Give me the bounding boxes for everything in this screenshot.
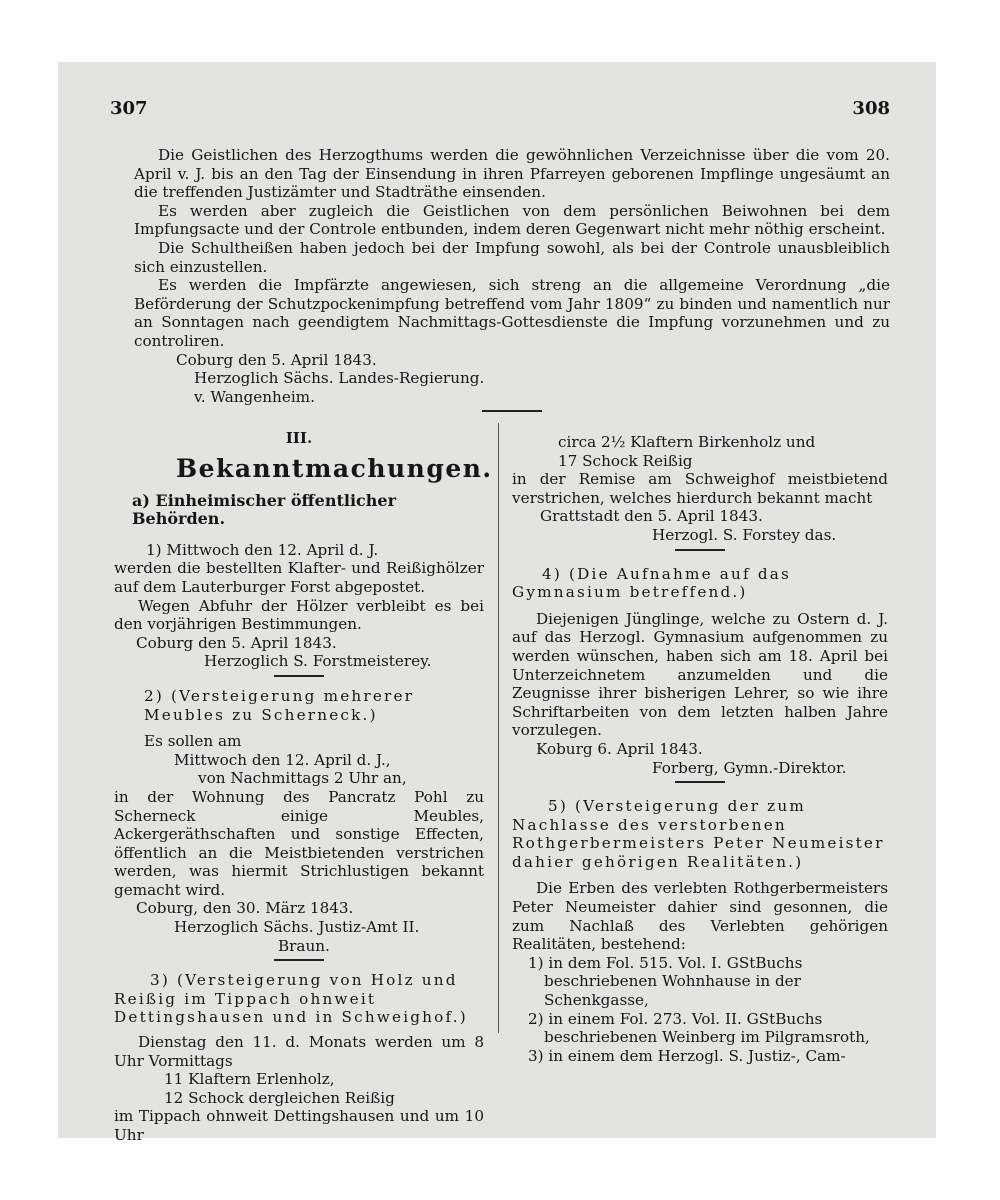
notice-signature: Herzogl. S. Forstey das. [652,525,837,544]
notice-title: 5) (Versteigerung der zum Nachlasse des verstorbenen Rothgerbermeisters Peter Neumeister dahier gehörigen Realitäten.) [512,797,885,871]
notice-date: 1) Mittwoch den 12. April d. J. [146,540,379,559]
notice-signature: Herzoglich S. Forstmeisterey. [204,652,432,671]
notice-name: Braun. [278,936,330,955]
notice-text: Diejenigen Jünglinge, welche zu Ostern d. J. auf das Herzogl. Gymnasium aufgenommen zu werden wünschen, haben sich am 18. April bei Unterzeichnetem anzumelden und die Zeugnisse ihrer bisherigen Lehrer, so wie ihre Schriftarbeiten von dem letzten halben Jahre vorzulegen. [512,609,888,740]
list-item: 12 Schock dergleichen Reißig [164,1088,395,1107]
notice-text: Es sollen am [144,732,242,751]
notice-text: Dienstag den 11. d. Monats werden um 8 Uhr Vormittags [114,1033,484,1070]
notice-title: 3) (Versteigerung von Holz und Reißig im Tippach ohnweit Dettingshausen und in Schweighof.) [114,971,468,1027]
notice-text: werden die bestellten Klafter- und Reißighölzer auf dem Lauterburger Forst abgepostet. [114,559,484,596]
list-item: 2) in einem Fol. 273. Vol. II. GStBuchs beschriebenen Weinberg im Pilgramsroth, [528,1009,870,1047]
list-item: 1) in dem Fol. 515. Vol. I. GStBuchs beschriebenen Wohnhause in der Schenkgasse, [528,953,803,1010]
left-column [114,423,493,1145]
top-section [134,146,890,416]
notice-title: 2) (Versteigerung mehrerer Meubles zu Scherneck.) [144,686,415,724]
notice-text: Wegen Abfuhr der Hölzer verbleibt es bei den vorjährigen Bestimmungen. [114,596,484,634]
divider [274,959,324,961]
list-item: 11 Klaftern Erlenholz, [164,1070,335,1089]
notice-signature: Herzoglich Sächs. Justiz-Amt II. [174,918,420,937]
paragraph: Es werden die Impfärzte angewiesen, sich streng an die allgemeine Verordnung „die Beförderung der Schutzpockenimpfung betreffend vom Jahr 1809“ zu binden und namentlich nur an Sonntagen nach geendigtem Nachmittags-Gottesdienste die Impfung vorzunehmen und zu controliren. [134,276,890,350]
notice-text: in der Remise am Schweighof meistbietend verstrichen, welches hierdurch bekannt macht [512,470,888,507]
notice-text: Mittwoch den 12. April d. J., [174,750,391,769]
notice-title: 4) (Die Aufnahme auf das Gymnasium betreffend.) [512,564,792,602]
signer: v. Wangenheim. [194,387,315,406]
subheading: a) Einheimischer öffentlicher Behörden. [132,490,397,529]
list-item: circa 2½ Klaftern Birkenholz und [558,433,816,451]
place-date: Coburg den 5. April 1843. [176,350,377,369]
page-number-left: 307 [110,98,148,119]
notice-text: im Tippach ohnweit Dettingshausen und um 10 Uhr [114,1107,484,1144]
notice-place: Coburg, den 30. März 1843. [136,899,354,918]
list-item: 3) in einem dem Herzogl. S. Justiz-, Cam- [528,1046,846,1065]
section-heading: Bekanntmachungen. [176,453,493,483]
list-item: 17 Schock Reißig [558,451,693,470]
divider [675,781,725,783]
notice-place: Koburg 6. April 1843. [536,739,703,758]
notice-text: von Nachmittags 2 Uhr an, [198,769,407,788]
notice-text: in der Wohnung des Pancratz Pohl zu Scherneck einige Meubles, Ackergeräthschaften und sonstige Effecten, öffentlich an die Meistbietenden verstrichen werden, was hiermit Strichlustigen bekannt gemacht wird. [114,787,484,899]
notice-signature: Forberg, Gymn.-Direktor. [652,758,847,777]
column-divider [498,423,499,1033]
paragraph: Die Geistlichen des Herzogthums werden die gewöhnlichen Verzeichnisse über die vom 20. April v. J. bis an den Tag der Einsendung in ihren Pfarreyen geborenen Impflinge ungesäumt an die treffenden Justizämter und Stadträthe einsenden. [134,146,890,202]
notice-place: Coburg den 5. April 1843. [136,633,337,652]
divider [675,549,725,551]
divider [274,675,324,677]
divider [482,410,542,412]
notice-text: Die Erben des verlebten Rothgerbermeisters Peter Neumeister dahier sind gesonnen, die zum Nachlaß des Verlebten gehörigen Realitäten, bestehend: [512,879,888,954]
notice-place: Grattstadt den 5. April 1843. [540,507,763,526]
section-number: III. [285,429,313,447]
paragraph: Es werden aber zugleich die Geistlichen von dem persönlichen Beiwohnen bei dem Impfungsacte und der Controle entbunden, indem deren Gegenwart nicht mehr nöthig erscheint. [134,201,890,239]
paragraph: Die Schultheißen haben jedoch bei der Impfung sowohl, als bei der Controle unausbleiblich sich einzustellen. [134,238,890,276]
page-number-right: 308 [852,98,890,119]
authority: Herzoglich Sächs. Landes-Regierung. [194,369,485,388]
right-column [512,423,888,1065]
